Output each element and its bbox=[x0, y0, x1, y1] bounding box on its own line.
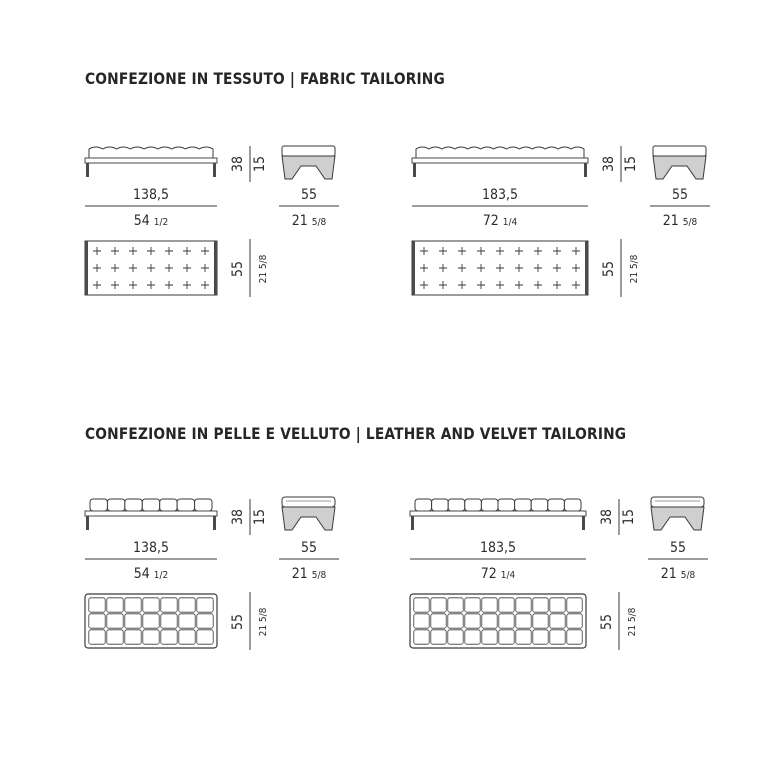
dim-plan-depth-in: 21 5/8 bbox=[627, 607, 638, 637]
cushion-pad bbox=[432, 499, 449, 511]
quilt-pad bbox=[161, 614, 177, 628]
dim-depth-in-frac: 5/8 bbox=[680, 570, 696, 581]
quilt-pad bbox=[107, 598, 123, 612]
plan-frame-left bbox=[85, 241, 88, 295]
quilt-pad bbox=[125, 598, 141, 612]
quilt-pad bbox=[550, 598, 565, 612]
side-cushion bbox=[653, 146, 706, 156]
section-title-leather: CONFEZIONE IN PELLE E VELLUTO | LEATHER AND VELVET TAILORING bbox=[85, 424, 627, 443]
quilt-pad bbox=[533, 614, 548, 628]
dim-depth-in: 21 5/8 bbox=[662, 213, 698, 229]
quilt-pad bbox=[482, 614, 497, 628]
dim-seat-cm: 15 bbox=[252, 155, 268, 173]
frame-rail bbox=[412, 158, 588, 163]
dim-height-cm: 38 bbox=[599, 508, 615, 526]
quilt-pad bbox=[550, 630, 565, 644]
dim-depth-in: 21 5/8 bbox=[660, 566, 696, 582]
cushion-pad bbox=[90, 499, 107, 511]
dim-plan-depth-cm: 55 bbox=[601, 260, 617, 278]
side-legs bbox=[282, 156, 335, 179]
dim-depth-in: 21 5/8 bbox=[291, 213, 327, 229]
dim-seat-cm: 15 bbox=[621, 508, 637, 526]
dim-width-cm: 183,5 bbox=[479, 540, 517, 556]
dim-width-cm: 138,5 bbox=[132, 540, 170, 556]
quilt-pad bbox=[482, 630, 497, 644]
dim-height-cm: 38 bbox=[230, 155, 246, 173]
dim-depth-cm: 55 bbox=[671, 187, 689, 203]
quilt-pad bbox=[482, 598, 497, 612]
cushion-pad bbox=[548, 499, 565, 511]
dim-width-cm: 138,5 bbox=[132, 187, 170, 203]
frame-rail bbox=[410, 511, 586, 516]
dim-width-in: 54 1/2 bbox=[133, 213, 169, 229]
quilt-pad bbox=[499, 598, 514, 612]
cushion-pad bbox=[160, 499, 177, 511]
cushion-pad bbox=[448, 499, 465, 511]
quilt-pad bbox=[499, 614, 514, 628]
leg-right bbox=[213, 516, 216, 530]
quilt-pad bbox=[448, 614, 463, 628]
quilt-pad bbox=[533, 630, 548, 644]
quilt-pad bbox=[179, 598, 195, 612]
quilt-pad bbox=[550, 614, 565, 628]
dim-depth-in-frac: 5/8 bbox=[682, 217, 698, 228]
cushion-pad bbox=[515, 499, 532, 511]
dim-width-in: 72 1/4 bbox=[480, 566, 516, 582]
leather-large-block bbox=[410, 497, 708, 650]
leg-right bbox=[213, 163, 216, 177]
quilt-pad bbox=[143, 630, 159, 644]
plan-frame-left bbox=[412, 241, 415, 295]
cushion-pad bbox=[177, 499, 194, 511]
dim-width-in-frac: 1/4 bbox=[500, 570, 516, 581]
cushion-pad bbox=[498, 499, 515, 511]
quilt-pad bbox=[414, 598, 429, 612]
dim-width-in-frac: 1/2 bbox=[153, 217, 169, 228]
side-legs bbox=[651, 507, 704, 530]
leg-left bbox=[86, 516, 89, 530]
quilt-pad bbox=[448, 630, 463, 644]
dim-height-cm: 38 bbox=[601, 155, 617, 173]
quilt-pad bbox=[107, 630, 123, 644]
quilt-pad bbox=[161, 630, 177, 644]
side-cushion bbox=[282, 146, 335, 156]
quilt-pad bbox=[431, 614, 446, 628]
cushion-pad bbox=[481, 499, 498, 511]
dim-seat-cm: 15 bbox=[623, 155, 639, 173]
quilt-pad bbox=[516, 614, 531, 628]
quilt-pad bbox=[516, 598, 531, 612]
quilt-pad bbox=[89, 614, 105, 628]
quilt-pad bbox=[465, 630, 480, 644]
dim-width-in-frac: 1/4 bbox=[502, 217, 518, 228]
leg-left bbox=[86, 163, 89, 177]
side-legs bbox=[653, 156, 706, 179]
cushion-top bbox=[89, 147, 213, 158]
section-title-fabric: CONFEZIONE IN TESSUTO | FABRIC TAILORING bbox=[85, 69, 445, 88]
cushion-pad bbox=[415, 499, 432, 511]
dim-width-cm: 183,5 bbox=[481, 187, 519, 203]
quilt-pad bbox=[567, 614, 582, 628]
dim-depth-in-frac: 5/8 bbox=[311, 570, 327, 581]
cushion-top bbox=[416, 147, 584, 158]
side-legs bbox=[282, 507, 335, 530]
quilt-pad bbox=[143, 614, 159, 628]
plan-frame-right bbox=[214, 241, 217, 295]
dim-depth-in-frac: 5/8 bbox=[311, 217, 327, 228]
quilt-pad bbox=[499, 630, 514, 644]
dim-plan-depth-cm: 55 bbox=[230, 260, 246, 278]
quilt-pad bbox=[107, 614, 123, 628]
cushion-pad bbox=[564, 499, 581, 511]
quilt-pad bbox=[431, 630, 446, 644]
quilt-pad bbox=[414, 630, 429, 644]
dim-width-in: 72 1/4 bbox=[482, 213, 518, 229]
frame-rail bbox=[85, 511, 217, 516]
cushion-pad bbox=[125, 499, 142, 511]
side-cushion bbox=[282, 497, 335, 507]
plan-frame-right bbox=[585, 241, 588, 295]
fabric-small-block bbox=[85, 146, 339, 297]
leg-left bbox=[411, 516, 414, 530]
dim-plan-depth-in: 21 5/8 bbox=[258, 254, 269, 284]
quilt-pad bbox=[197, 598, 213, 612]
cushion-pad bbox=[465, 499, 482, 511]
leather-small-block bbox=[85, 497, 339, 650]
cushion-pad bbox=[531, 499, 548, 511]
leg-right bbox=[584, 163, 587, 177]
quilt-pad bbox=[197, 614, 213, 628]
dim-depth-cm: 55 bbox=[669, 540, 687, 556]
dim-plan-depth-in: 21 5/8 bbox=[629, 254, 640, 284]
fabric-large-block bbox=[412, 146, 710, 297]
leg-right bbox=[582, 516, 585, 530]
cushion-pad bbox=[142, 499, 159, 511]
dim-plan-depth-cm: 55 bbox=[599, 613, 615, 631]
dim-seat-cm: 15 bbox=[252, 508, 268, 526]
quilt-pad bbox=[567, 598, 582, 612]
quilt-pad bbox=[414, 614, 429, 628]
dim-width-in-frac: 1/2 bbox=[153, 570, 169, 581]
quilt-pad bbox=[431, 598, 446, 612]
cushion-pad bbox=[195, 499, 212, 511]
quilt-pad bbox=[89, 598, 105, 612]
quilt-pad bbox=[179, 614, 195, 628]
leg-left bbox=[413, 163, 416, 177]
side-cushion bbox=[651, 497, 704, 507]
quilt-pad bbox=[179, 630, 195, 644]
quilt-pad bbox=[567, 630, 582, 644]
quilt-pad bbox=[197, 630, 213, 644]
frame-rail bbox=[85, 158, 217, 163]
dim-plan-depth-cm: 55 bbox=[230, 613, 246, 631]
dim-width-in: 54 1/2 bbox=[133, 566, 169, 582]
quilt-pad bbox=[465, 598, 480, 612]
dim-plan-depth-in: 21 5/8 bbox=[258, 607, 269, 637]
quilt-pad bbox=[161, 598, 177, 612]
quilt-pad bbox=[448, 598, 463, 612]
quilt-pad bbox=[89, 630, 105, 644]
quilt-pad bbox=[465, 614, 480, 628]
quilt-pad bbox=[533, 598, 548, 612]
quilt-pad bbox=[516, 630, 531, 644]
dim-depth-cm: 55 bbox=[300, 540, 318, 556]
dim-depth-cm: 55 bbox=[300, 187, 318, 203]
quilt-pad bbox=[125, 614, 141, 628]
quilt-pad bbox=[143, 598, 159, 612]
cushion-pad bbox=[107, 499, 124, 511]
dim-height-cm: 38 bbox=[230, 508, 246, 526]
quilt-pad bbox=[125, 630, 141, 644]
dim-depth-in: 21 5/8 bbox=[291, 566, 327, 582]
